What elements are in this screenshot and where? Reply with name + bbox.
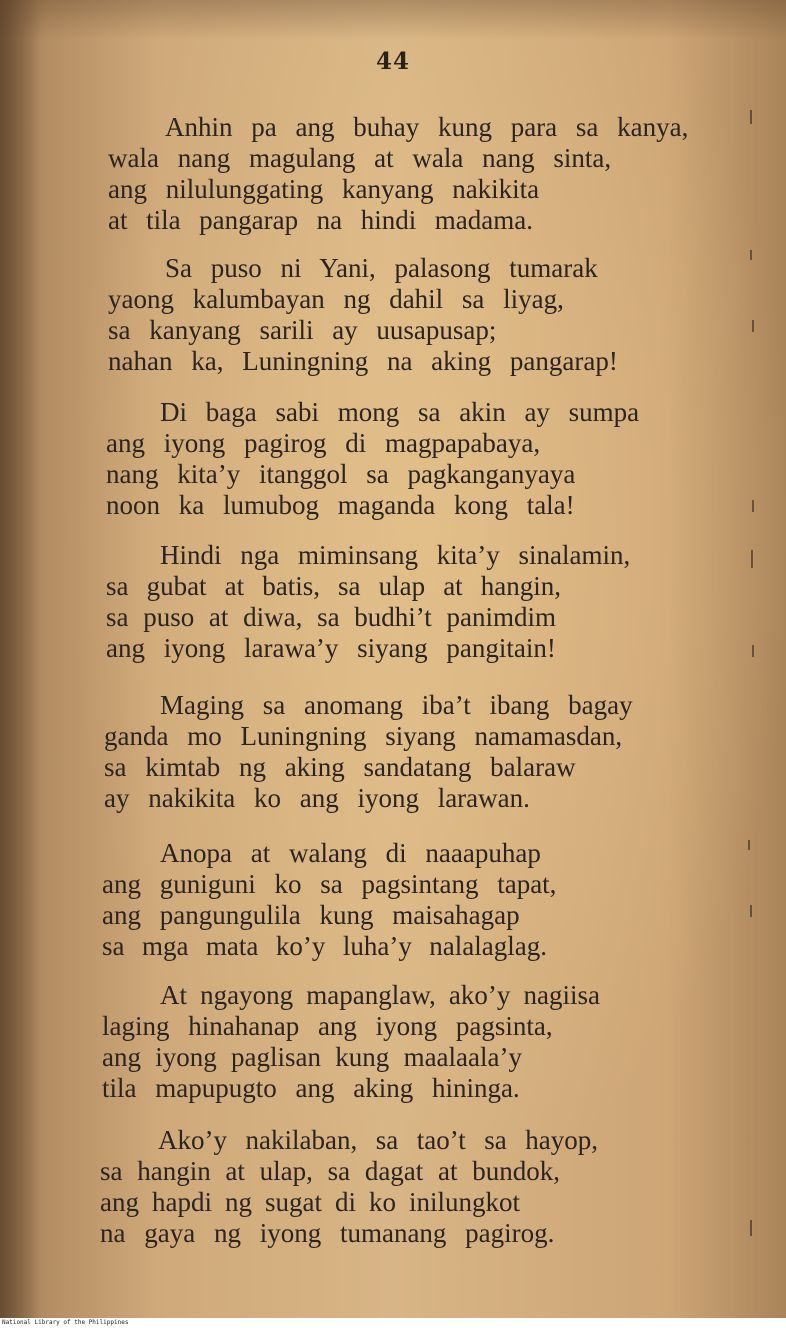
poem-line: nahan ka, Luningning na aking pangarap!	[108, 346, 618, 376]
poem-line: sa kanyang sarili ay uusapusap;	[108, 315, 497, 345]
poem-line: nang kita’y itanggol sa pagkanganyaya	[106, 459, 576, 489]
poem-line: sa gubat at batis, sa ulap at hangin,	[106, 571, 561, 601]
poem-line: sa kimtab ng aking sandatang balaraw	[104, 752, 576, 782]
poem-line: Anhin pa ang buhay kung para sa kanya,	[165, 112, 689, 142]
poem-line: noon ka lumubog maganda kong tala!	[106, 490, 575, 520]
poem-line: At ngayong mapanglaw, ako’y nagiisa	[160, 980, 600, 1010]
poem-line: ang iyong larawa’y siyang pangitain!	[106, 633, 556, 663]
poem-line: tila mapupugto ang aking hininga.	[102, 1073, 520, 1103]
footer	[0, 1318, 786, 1328]
poem-line: Ako’y nakilaban, sa tao’t sa hayop,	[158, 1125, 598, 1155]
poem-line: ang hapdi ng sugat di ko inilungkot	[100, 1187, 520, 1217]
poem-line: Di baga sabi mong sa akin ay sumpa	[160, 397, 640, 427]
poem-line: laging hinahanap ang iyong pagsinta,	[102, 1011, 553, 1041]
poem-line: ang iyong pagirog di magpapabaya,	[106, 428, 541, 458]
poem-line: sa hangin at ulap, sa dagat at bundok,	[100, 1156, 560, 1186]
poem-line: yaong kalumbayan ng dahil sa liyag,	[108, 284, 564, 314]
footer-credit: National Library of the Philippines	[2, 1319, 129, 1326]
poem-line: sa mga mata ko’y luha’y nalalaglag.	[102, 931, 547, 961]
poem-line: Sa puso ni Yani, palasong tumarak	[165, 253, 598, 283]
poem-line: Anopa at walang di naaapuhap	[160, 838, 541, 868]
poem-line: ay nakikita ko ang iyong larawan.	[104, 783, 530, 813]
poem-line: sa puso at diwa, sa budhi’t panimdim	[106, 602, 556, 632]
poem-line: wala nang magulang at wala nang sinta,	[108, 143, 612, 173]
poem-line: ganda mo Luningning siyang namamasdan,	[104, 721, 623, 751]
page-number: 44	[375, 48, 410, 75]
poem-line: ang guniguni ko sa pagsintang tapat,	[102, 869, 557, 899]
margin-specks	[740, 90, 770, 1270]
poem-line: at tila pangarap na hindi madama.	[108, 205, 533, 235]
poem-line: Hindi nga miminsang kita’y sinalamin,	[160, 540, 631, 570]
poem-line: ang pangungulila kung maisahagap	[102, 900, 520, 930]
poem-line: ang iyong paglisan kung maalaala’y	[102, 1042, 522, 1072]
poem-line: Maging sa anomang iba’t ibang bagay	[160, 690, 633, 720]
poem-line: ang nilulunggating kanyang nakikita	[108, 174, 540, 204]
poem-line: na gaya ng iyong tumanang pagirog.	[100, 1218, 555, 1248]
